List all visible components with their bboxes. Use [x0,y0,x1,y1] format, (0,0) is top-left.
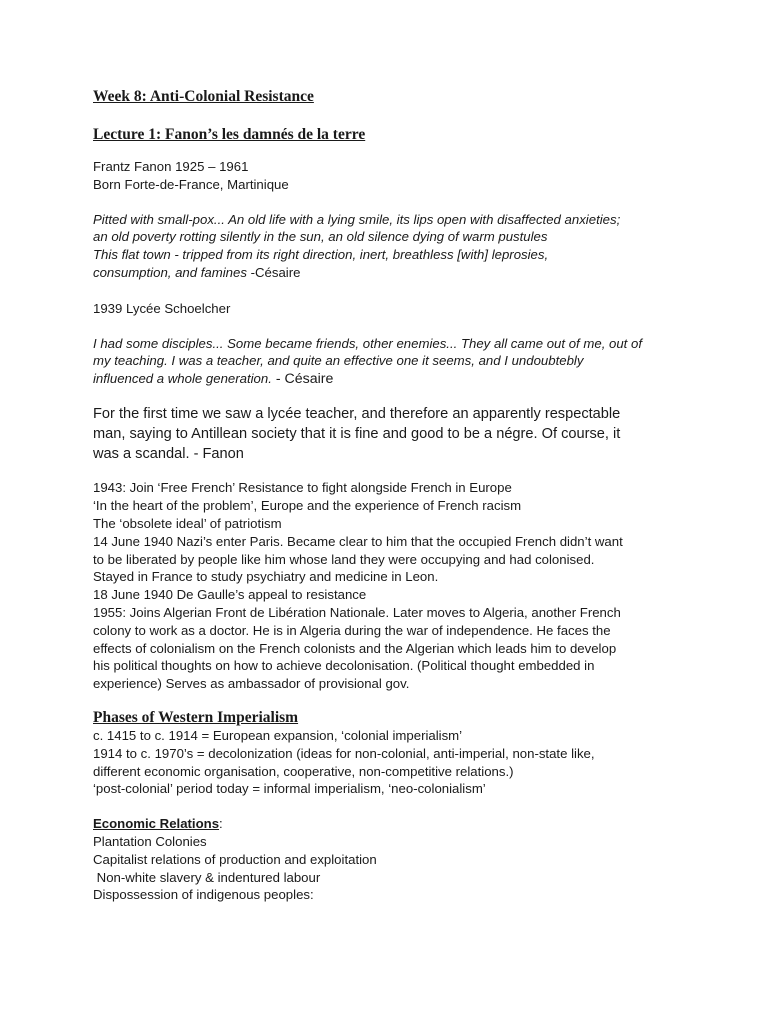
timeline-line: 14 June 1940 Nazi’s enter Paris. Became clear to him that the occupied French didn’t want [93,533,623,549]
quote-line: Pitted with small-pox... An old life with a lying smile, its lips open with disaffected anxieties; [93,211,621,227]
phase-line: ‘post-colonial’ period today = informal imperialism, ‘neo-colonialism’ [93,781,486,797]
timeline-line: colony to work as a doctor. He is in Algeria during the war of independence. He faces the [93,622,611,638]
quote-line [93,264,693,282]
timeline-line: experience) Serves as ambassador of provisional gov. [93,676,410,692]
economic-item: Non-white slavery & indentured labour [93,869,321,885]
timeline-line: his political thoughts on how to achieve decolonisation. (Political thought embedded in [93,658,595,674]
cesaire-quote-1 [93,211,693,282]
phases-block [93,727,693,798]
lycee-line: 1939 Lycée Schoelcher [93,300,231,316]
phase-line: different economic organisation, cooperative, non-competitive relations.) [93,763,514,779]
quote-line [93,370,693,389]
week-heading: Week 8: Anti-Colonial Resistance [93,88,314,105]
fanon-quote-line: was a scandal. - Fanon [93,445,244,462]
economic-item: Capitalist relations of production and exploitation [93,851,377,867]
quote-line-text: consumption, and famines [93,264,247,280]
bio-line: Born Forte-de-France, Martinique [93,176,289,192]
bio-block [93,158,693,194]
document-content [93,87,693,904]
economic-relations-heading [93,815,693,833]
bio-line: Frantz Fanon 1925 – 1961 [93,159,249,174]
quote-attribution: - Césaire [271,371,334,388]
timeline-line: 18 June 1940 De Gaulle’s appeal to resistance [93,587,367,603]
quote-line: an old poverty rotting silently in the sun, an old silence dying of warm pustules [93,229,548,245]
timeline-line: Stayed in France to study psychiatry and medicine in Leon. [93,569,439,585]
lecture-heading: Lecture 1: Fanon’s les damnés de la terre [93,126,366,143]
quote-line: my teaching. I was a teacher, and quite an effective one it seems, and I undoubtebly [93,353,584,369]
timeline-line: to be liberated by people like him whose land they were occupying and had colonised. [93,551,595,567]
timeline-block [93,479,693,693]
timeline-line: 1955: Joins Algerian Front de Libération Nationale. Later moves to Algeria, another French [93,604,621,620]
fanon-quote-line: For the first time we saw a lycée teacher, and therefore an apparently respectable [93,405,621,422]
quote-attribution: -Césaire [246,264,301,280]
quote-line: This flat town - tripped from its right direction, inert, breathless [with] leprosies, [93,247,549,263]
economic-relations-title: Economic Relations [93,816,220,832]
economic-item: Dispossession of indigenous peoples: [93,887,314,903]
timeline-line: ‘In the heart of the problem’, Europe and the experience of French racism [93,498,522,514]
economic-item: Plantation Colonies [93,833,207,849]
phases-heading: Phases of Western Imperialism [93,708,299,726]
phase-line: c. 1415 to c. 1914 = European expansion, ‘colonial imperialism’ [93,727,463,743]
economic-relations-list [93,833,693,904]
timeline-line: effects of colonialism on the French colonists and the Algerian which leads him to develop [93,640,617,656]
fanon-quote-line: man, saying to Antillean society that it is fine and good to be a négre. Of course, it [93,425,621,442]
heading-colon: : [219,816,223,832]
quote-line: I had some disciples... Some became friends, other enemies... They all came out of me, out of [93,335,643,351]
cesaire-quote-2 [93,335,693,389]
phase-line: 1914 to c. 1970’s = decolonization (ideas for non-colonial, anti-imperial, non-state like, [93,745,595,761]
quote-line-text: influenced a whole generation. [93,371,272,387]
fanon-quote [93,405,693,464]
timeline-line: The ‘obsolete ideal’ of patriotism [93,515,282,531]
timeline-line: 1943: Join ‘Free French’ Resistance to fight alongside French in Europe [93,480,512,496]
